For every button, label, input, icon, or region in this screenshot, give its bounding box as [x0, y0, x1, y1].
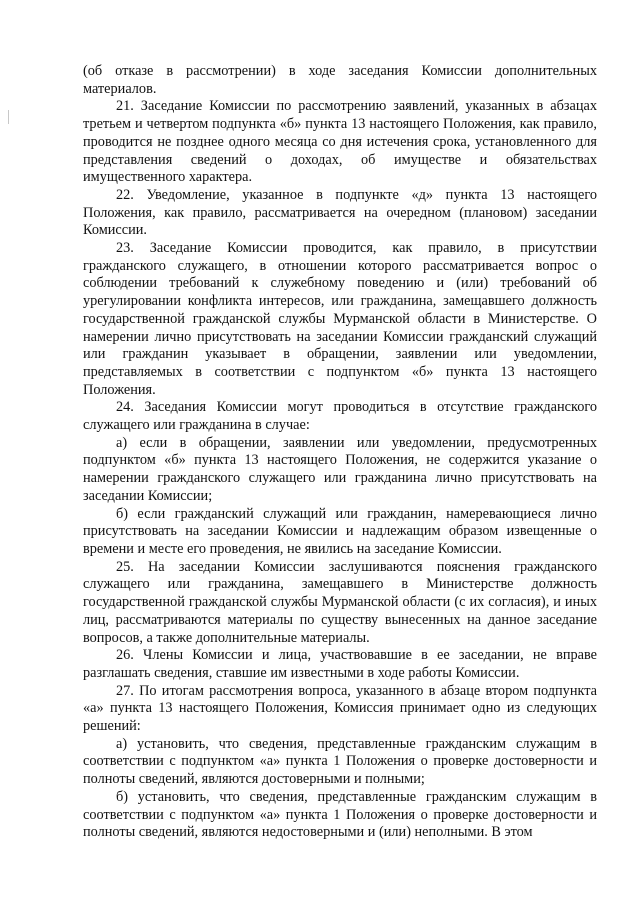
paragraph-22: 22. Уведомление, указанное в подпункте «д» пункта 13 настоящего Положения, как правило, рассматривается на очередном (плановом) заседании Комиссии. — [83, 186, 597, 239]
paragraph-27: 27. По итогам рассмотрения вопроса, указанного в абзаце втором подпункта «а» пункта 13 настоящего Положения, Комиссия принимает одно из следующих решений: — [83, 682, 597, 735]
paragraph-27-b: б) установить, что сведения, представленные гражданским служащим в соответствии с подпунктом «а» пункта 1 Положения о проверке достоверности и полноты сведений, являются недостоверными и (или) неполными. В этом — [83, 788, 597, 841]
paragraph-25: 25. На заседании Комиссии заслушиваются пояснения гражданского служащего или гражданина, замещавшего в Министерстве должность государственной гражданской службы Мурманской области (с их согласия), и иных лиц, рассматриваются материалы по существу вынесенных на данное заседание вопросов, а также дополнительные материалы. — [83, 558, 597, 646]
paragraph-27-a: а) установить, что сведения, представленные гражданским служащим в соответствии с подпунктом «а» пункта 1 Положения о проверке достоверности и полноты сведений, являются достоверными и полными; — [83, 735, 597, 788]
paragraph-24: 24. Заседания Комиссии могут проводиться в отсутствие гражданского служащего или гражданина в случае: — [83, 399, 597, 434]
paragraph-23: 23. Заседание Комиссии проводится, как правило, в присутствии гражданского служащего, в отношении которого рассматривается вопрос о соблюдении требований к служебному поведению и (или) требований об урегулировании конфликта интересов, или гражданина, замещавшего должность государственной гражданской службы Мурманской области в Министерстве. О намерении лично присутствовать на заседании Комиссии гражданский служащий или гражданин указывает в обращении, заявлении или уведомлении, представляемых в соответствии с подпунктом «б» пункта 13 настоящего Положения. — [83, 240, 597, 398]
document-body — [83, 63, 597, 842]
paragraph-21: 21. Заседание Комиссии по рассмотрению заявлений, указанных в абзацах третьем и четвертом подпункта «б» пункта 13 настоящего Положения, как правило, проводится не позднее одного месяца со дня истечения срока, установленного для представления сведений о доходах, об имуществе и обязательствах имущественного характера. — [83, 98, 597, 186]
paragraph-24-b: б) если гражданский служащий или гражданин, намеревающиеся лично присутствовать на заседании Комиссии и надлежащим образом извещенные о времени и месте его проведения, не явились на заседание Комиссии. — [83, 505, 597, 557]
paragraph-24-a: а) если в обращении, заявлении или уведомлении, предусмотренных подпунктом «б» пункта 13 настоящего Положения, не содержится указание о намерении гражданского служащего или гражданина лично присутствовать на заседании Комиссии; — [83, 434, 597, 504]
paragraph-continuation: (об отказе в рассмотрении) в ходе заседания Комиссии дополнительных материалов. — [83, 63, 597, 97]
paragraph-26: 26. Члены Комиссии и лица, участвовавшие в ее заседании, не вправе разглашать сведения, ставшие им известными в ходе работы Комиссии. — [83, 647, 597, 681]
margin-scan-mark — [8, 110, 9, 124]
